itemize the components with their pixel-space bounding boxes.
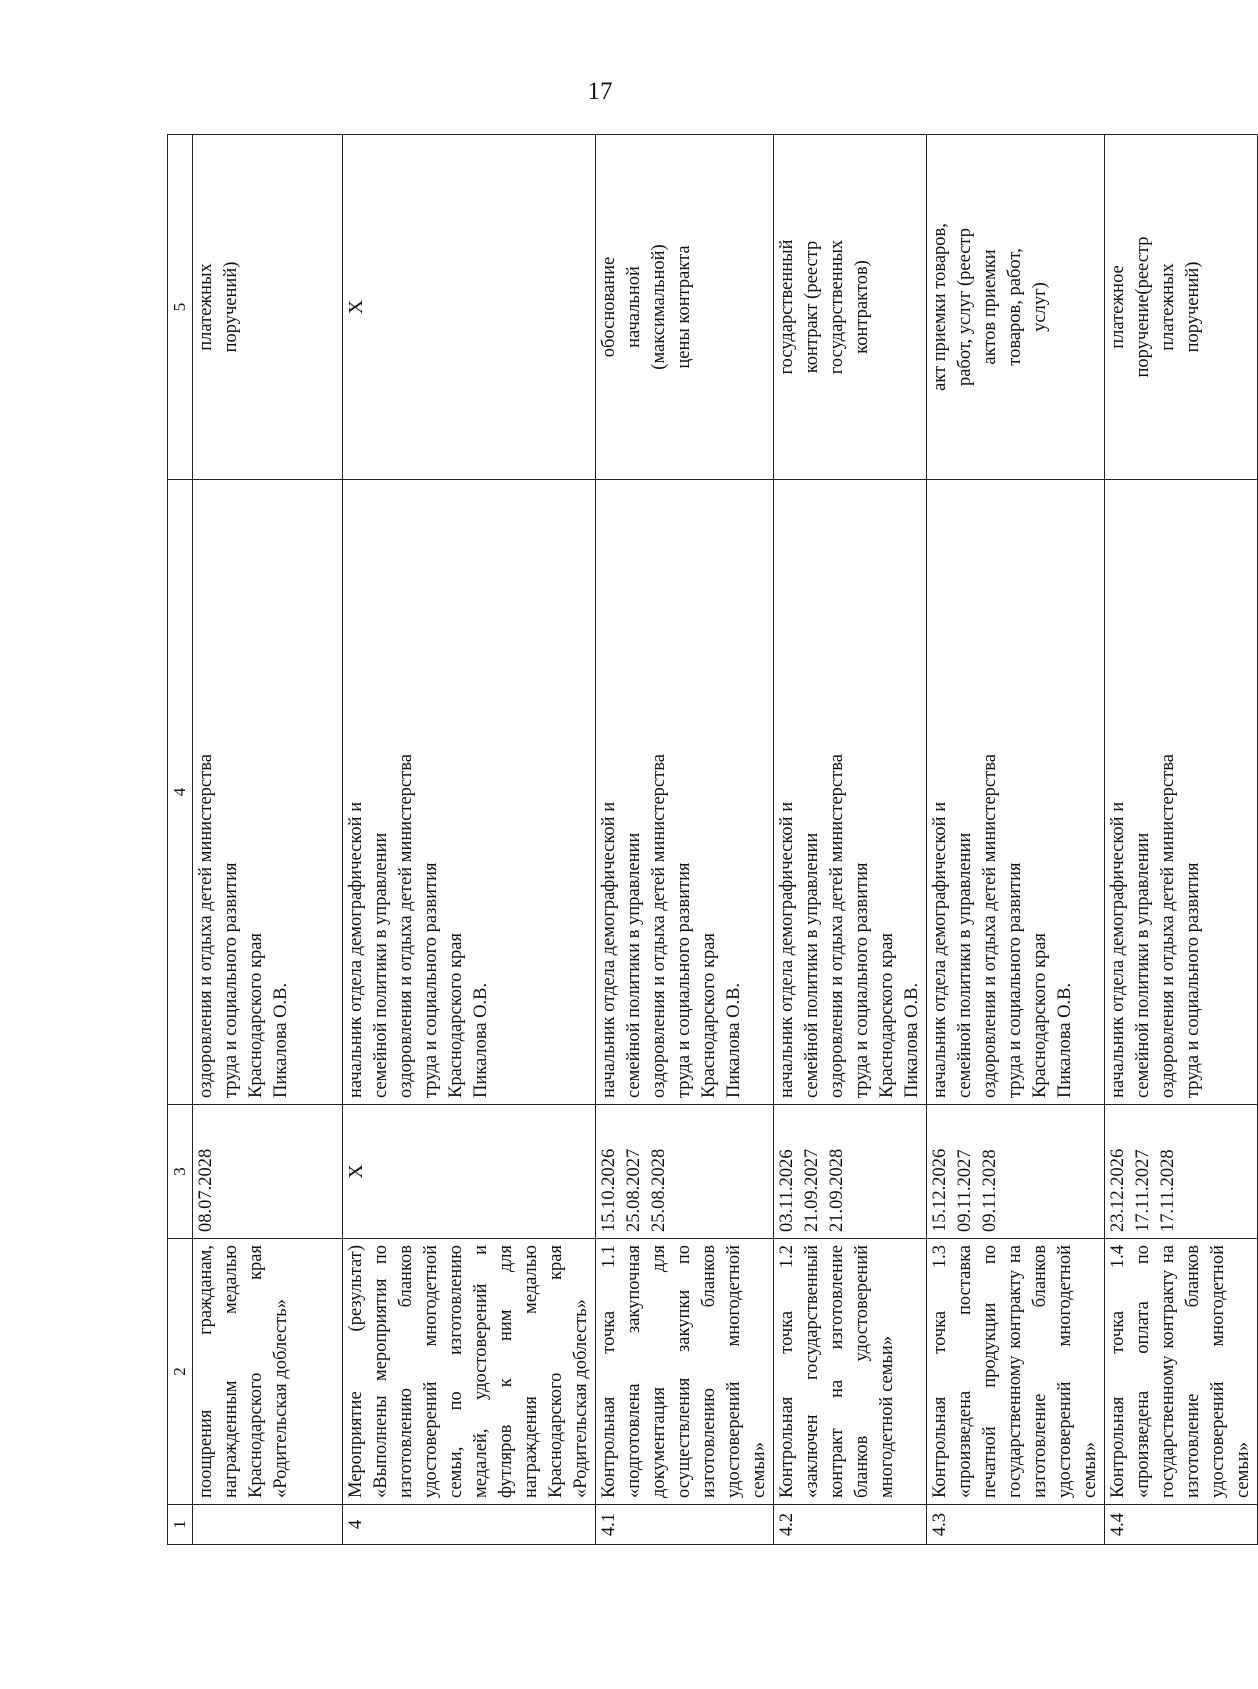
- row-number: 4.4: [1105, 1505, 1258, 1545]
- table-row: [193, 135, 343, 1545]
- deadline-dates: X: [343, 1105, 596, 1239]
- event-description: Контрольная точка 1.2 «заключен государственный контракт на изготовление бланков удостоверений многодетной семьи»: [774, 1239, 927, 1505]
- responsible-person: оздоровления и отдыха детей министерства труда и социального развития Краснодарского края Пикалова О.В.: [193, 480, 343, 1105]
- deadline-dates: 15.12.2026 09.11.2027 09.11.2028: [927, 1105, 1105, 1239]
- deadline-dates: 15.10.2026 25.08.2027 25.08.2028: [596, 1105, 774, 1239]
- column-header-2: 2: [168, 1239, 193, 1505]
- event-description: Контрольная точка 1.1 «подготовлена закупочная документация для осуществления закупки по изготовлению бланков удостоверений многодетной семьи»: [596, 1239, 774, 1505]
- confirming-document: X: [343, 135, 596, 480]
- responsible-person: начальник отдела демографической и семейной политики в управлении оздоровления и отдыха детей министерства труда и социального развития Краснодарского края Пикалова О.В.: [774, 480, 927, 1105]
- responsible-person: начальник отдела демографической и семейной политики в управлении оздоровления и отдыха детей министерства труда и социального развития Краснодарского края Пикалова О.В.: [927, 480, 1105, 1105]
- table-row: [1105, 135, 1258, 1545]
- confirming-document: обоснование начальной (максимальной) цены контракта: [596, 135, 774, 480]
- row-number: 4.2: [774, 1505, 927, 1545]
- deadline-dates: 08.07.2028: [193, 1105, 343, 1239]
- column-header-5: 5: [168, 135, 193, 480]
- table-row: [774, 135, 927, 1545]
- table-row: [596, 135, 774, 1545]
- responsible-person: начальник отдела демографической и семейной политики в управлении оздоровления и отдыха детей министерства труда и социального развития Краснодарского края Пикалова О.В.: [343, 480, 596, 1105]
- deadline-dates: 03.11.2026 21.09.2027 21.09.2028: [774, 1105, 927, 1239]
- column-header-1: 1: [168, 1505, 193, 1545]
- row-number: 4.3: [927, 1505, 1105, 1545]
- table-row: [343, 135, 596, 1545]
- responsible-person: начальник отдела демографической и семейной политики в управлении оздоровления и отдыха детей министерства труда и социального развития: [1105, 480, 1258, 1105]
- confirming-document: государственный контракт (реестр государственных контрактов): [774, 135, 927, 480]
- row-number: 4: [343, 1505, 596, 1545]
- confirming-document: платежных поручений): [193, 135, 343, 480]
- page-number: 17: [587, 78, 613, 105]
- table-row: [927, 135, 1105, 1545]
- event-description: Мероприятие (результат) «Выполнены мероприятия по изготовлению бланков удостоверений многодетной семьи, по изготовлению медалей, удостоверений и футляров к ним для награждения медалью Краснодарского края «Родительская доблесть»: [343, 1239, 596, 1505]
- control-points-table: [167, 134, 1258, 1545]
- column-header-3: 3: [168, 1105, 193, 1239]
- event-description: Контрольная точка 1.3 «произведена поставка печатной продукции по государственному контракту на изготовление бланков удостоверений многодетной семьи»: [927, 1239, 1105, 1505]
- event-description: Контрольная точка 1.4 «произведена оплата по государственному контракту на изготовление бланков удостоверений многодетной семьи»: [1105, 1239, 1258, 1505]
- responsible-person: начальник отдела демографической и семейной политики в управлении оздоровления и отдыха детей министерства труда и социального развития Краснодарского края Пикалова О.В.: [596, 480, 774, 1105]
- event-description: поощрения гражданам, награжденным медалью Краснодарского края «Родительская доблесть»: [193, 1239, 343, 1505]
- row-number: 4.1: [596, 1505, 774, 1545]
- confirming-document: акт приемки товаров, работ, услуг (реестр актов приемки товаров, работ, услуг): [927, 135, 1105, 480]
- confirming-document: платежное поручение(реестр платежных поручений): [1105, 135, 1258, 480]
- column-header-4: 4: [168, 480, 193, 1105]
- row-number: [193, 1505, 343, 1545]
- header-row: [168, 135, 193, 1545]
- rotated-table-container: [167, 135, 1253, 1545]
- deadline-dates: 23.12.2026 17.11.2027 17.11.2028: [1105, 1105, 1258, 1239]
